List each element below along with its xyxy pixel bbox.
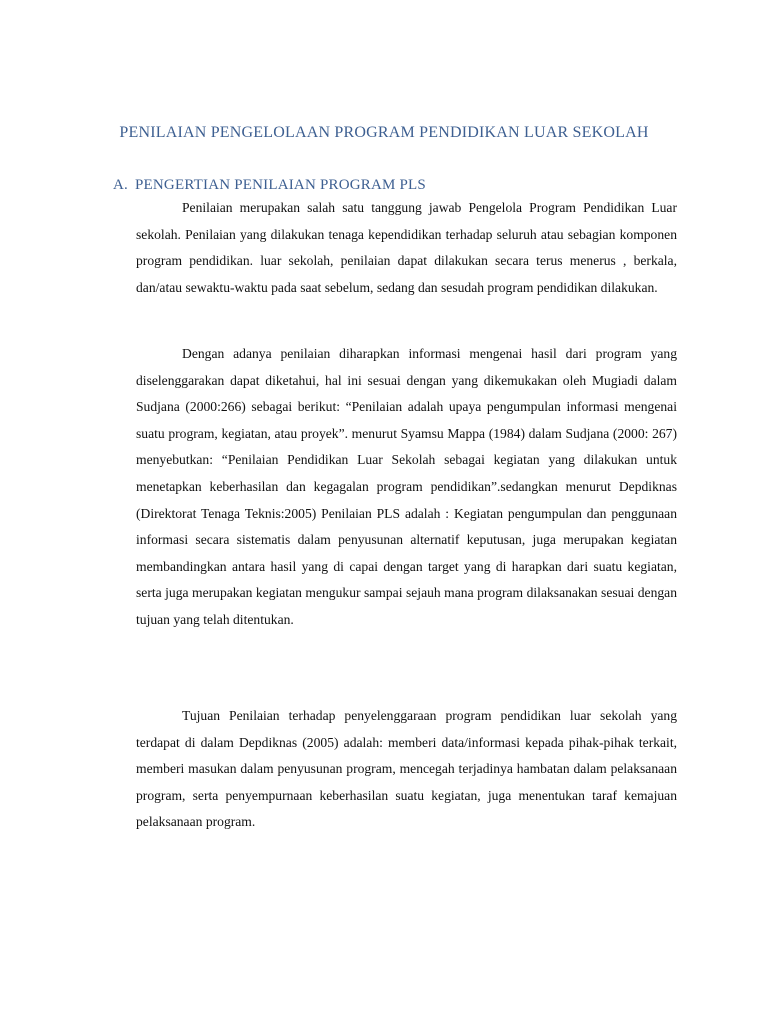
section-heading [113, 177, 426, 194]
document-title: PENILAIAN PENGELOLAAN PROGRAM PENDIDIKAN LUAR SEKOLAH [119, 124, 649, 141]
section-heading-text: PENGERTIAN PENILAIAN PROGRAM PLS [135, 177, 426, 193]
paragraph-expert-opinions: Dengan adanya penilaian diharapkan informasi mengenai hasil dari program yang diselenggarakan dapat diketahui, hal ini sesuai dengan yang dikemukakan oleh Mugiadi dalam Sudjana (2000:266) sebagai berikut: “Penilaian adalah upaya pengumpulan informasi mengenai suatu program, kegiatan, atau proyek”. menurut Syamsu Mappa (1984) dalam Sudjana (2000: 267) menyebutkan: “Penilaian Pendidikan Luar Sekolah sebagai kegiatan yang dilakukan untuk menetapkan keberhasilan dan kegagalan program pendidikan”.sedangkan menurut Depdiknas (Direktorat Tenaga Teknis:2005) Penilaian PLS adalah : Kegiatan pengumpulan dan penggunaan informasi secara sistematis dalam penyusunan alternatif keputusan, juga merupakan kegiatan membandingkan antara hasil yang di capai dengan target yang di harapkan dari suatu kegiatan, serta juga merupakan kegiatan mengukur sampai sejauh mana program dilaksanakan sesuai dengan tujuan yang telah ditentukan. [136, 346, 677, 627]
paragraph-purpose: Tujuan Penilaian terhadap penyelenggaraan program pendidikan luar sekolah yang terdapat di dalam Depdiknas (2005) adalah: memberi data/informasi kepada pihak-pihak terkait, memberi masukan dalam penyusunan program, mencegah terjadinya hambatan dalam pelaksanaan program, serta penyempurnaan keberhasilan suatu kegiatan, juga menentukan taraf kemajuan pelaksanaan program. [136, 708, 677, 830]
section-number: A. [113, 177, 128, 193]
paragraph-definition: Penilaian merupakan salah satu tanggung jawab Pengelola Program Pendidikan Luar sekolah. Penilaian yang dilakukan tenaga kependidikan terhadap seluruh atau sebagian komponen program pendidikan. luar sekolah, penilaian dapat dilakukan secara terus menerus , berkala, dan/atau sewaktu-waktu pada saat sebelum, sedang dan sesudah program pendidikan dilakukan. [136, 200, 677, 295]
